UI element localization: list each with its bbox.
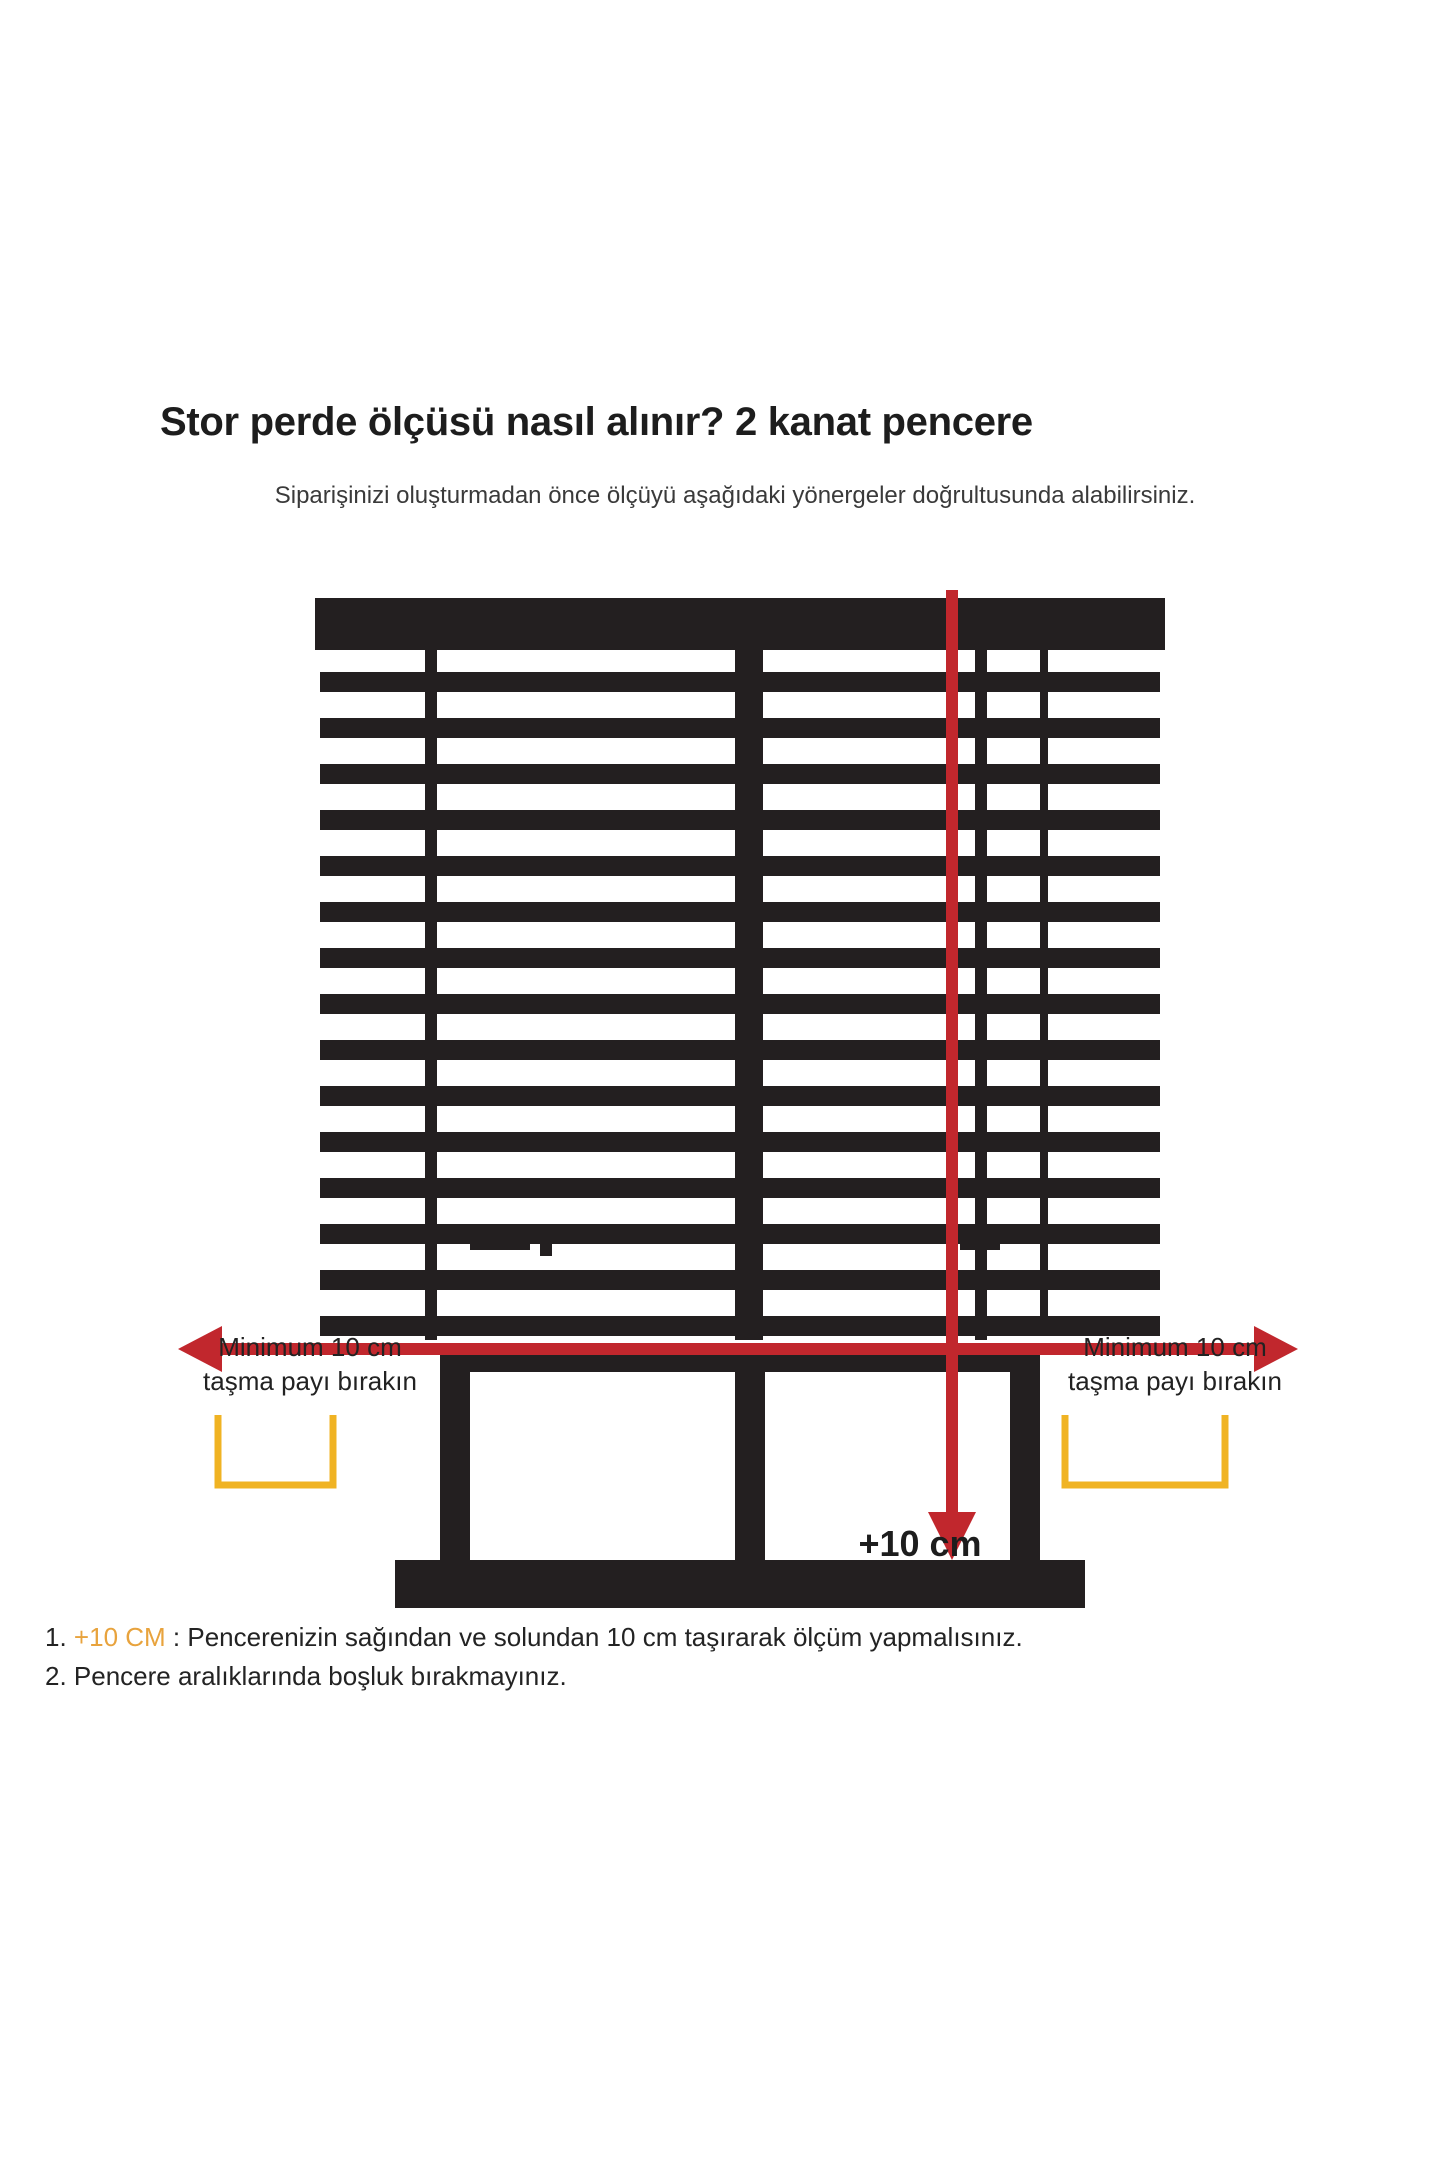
page-subtitle: Siparişinizi oluşturmadan önce ölçüyü aşağıdaki yönergeler doğrultusunda alabilirsiniz. xyxy=(274,482,1196,509)
page-title: Stor perde ölçüsü nasıl alınır? 2 kanat pencere xyxy=(160,400,1033,444)
note-1-highlight: +10 CM xyxy=(73,1622,166,1652)
note-item-1 xyxy=(45,1618,1405,1657)
overhang-brackets xyxy=(218,1415,1225,1485)
right-overhang-label xyxy=(1010,1330,1340,1399)
window-frame-shape xyxy=(395,1350,1085,1608)
right-overhang-label-line2: taşma payı bırakın xyxy=(1068,1366,1282,1397)
left-overhang-label xyxy=(150,1330,470,1399)
left-overhang-label-line2: taşma payı bırakın xyxy=(203,1366,417,1397)
note-1-text: : Pencerenizin sağından ve solundan 10 cm taşırarak ölçüm yapmalısınız. xyxy=(165,1622,1023,1652)
instruction-notes xyxy=(45,1618,1405,1696)
right-overhang-label-line1: Minimum 10 cm xyxy=(1083,1332,1267,1362)
window-blind-diagram xyxy=(0,560,1440,1610)
bottom-overhang-label: +10 cm xyxy=(858,1523,982,1564)
note-1-number: 1. xyxy=(45,1622,67,1652)
left-overhang-label-line1: Minimum 10 cm xyxy=(218,1332,402,1362)
note-item-2: 2. Pencere aralıklarında boşluk bırakmayınız. xyxy=(45,1661,567,1691)
